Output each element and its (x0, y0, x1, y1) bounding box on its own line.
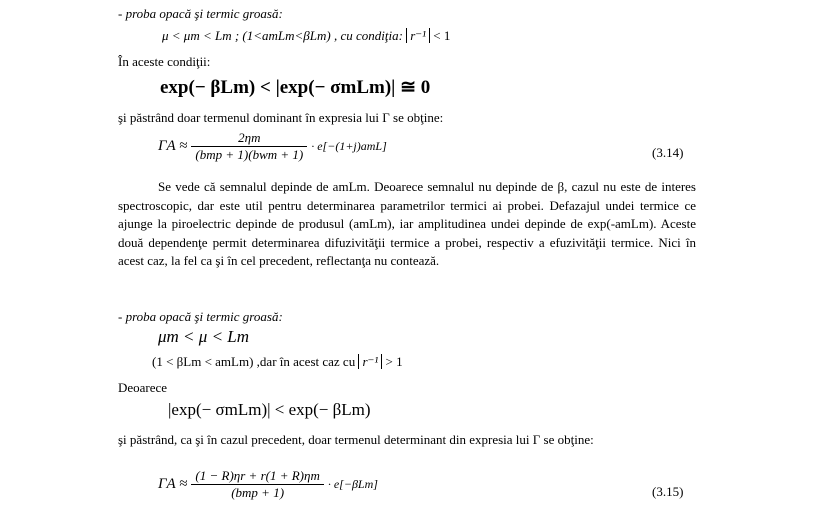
eq315-exponential: · e[−βLm] (327, 477, 378, 491)
abs-r-inverse: r⁻¹ (406, 28, 430, 43)
equation-number-3-15: (3.15) (652, 484, 684, 499)
eq315-denominator: (bmp + 1) (231, 485, 285, 500)
eq314-exponential: · e[−(1+j)amL] (311, 139, 387, 153)
eq315-lhs: ΓA ≈ (158, 476, 188, 492)
deoarece-label: Deoarece (118, 380, 168, 395)
condition-rhs: < 1 (433, 28, 451, 43)
section-heading-1: - proba opacă şi termic groasă: (118, 6, 283, 21)
equation-3-14 (158, 130, 387, 163)
condition-math: μ < μm < Lm ; (1<amLm<βLm) , cu condiţia: (162, 28, 403, 43)
equation-exp-inequality: |exp(− σmLm)| < exp(− βLm) (168, 400, 371, 419)
si-pastrand-1: şi păstrând doar termenul dominant în expresia lui Γ se obţine: (118, 110, 444, 125)
equation-number-3-14: (3.14) (652, 145, 684, 160)
condition-2-text: (1 < βLm < amLm) ,dar în acest caz cu (152, 354, 356, 369)
eq314-lhs: ΓA ≈ (158, 138, 188, 154)
eq314-numerator: 2ηm (191, 130, 307, 147)
equation-exp-condition: exp(− βLm) < |exp(− σmLm)| ≅ 0 (160, 77, 431, 98)
eq315-fraction (191, 468, 323, 501)
abs-r-inverse-2: r⁻¹ (358, 354, 382, 369)
condition-line-2 (152, 354, 403, 369)
paragraph-semnal: Se vede că semnalul depinde de amLm. Deoarece semnalul nu depinde de β, cazul nu este de interes spectroscopic, dar este util pentru determinarea parametrilor termici ai probei. Defazajul undei termice ce ajunge la piroelectric depinde de produsul (amLm), iar amplitudinea undei depinde de exp(-amLm). Aceste două dependenţe permit determinarea difuzivităţii termice a probei, respectiv a efuzivităţii termice. Nici în acest caz, la fel ca şi în cel precedent, reflectanţa nu contează. (118, 179, 696, 268)
inequality-mu: μm < μ < Lm (158, 327, 250, 346)
eq314-denominator: (bmp + 1)(bwm + 1) (195, 147, 304, 162)
in-aceste-conditii: În aceste condiţii: (118, 54, 211, 69)
eq315-numerator: (1 − R)ηr + r(1 + R)ηm (191, 468, 323, 485)
condition-2-rhs: > 1 (385, 354, 403, 369)
condition-line-1 (162, 28, 450, 43)
equation-3-15 (158, 468, 378, 501)
section-heading-2: - proba opacă şi termic groasă: (118, 309, 283, 324)
eq314-fraction (191, 130, 307, 163)
si-pastrand-2: şi păstrând, ca şi în cazul precedent, doar termenul determinant din expresia lui Γ se obţine: (118, 432, 594, 447)
